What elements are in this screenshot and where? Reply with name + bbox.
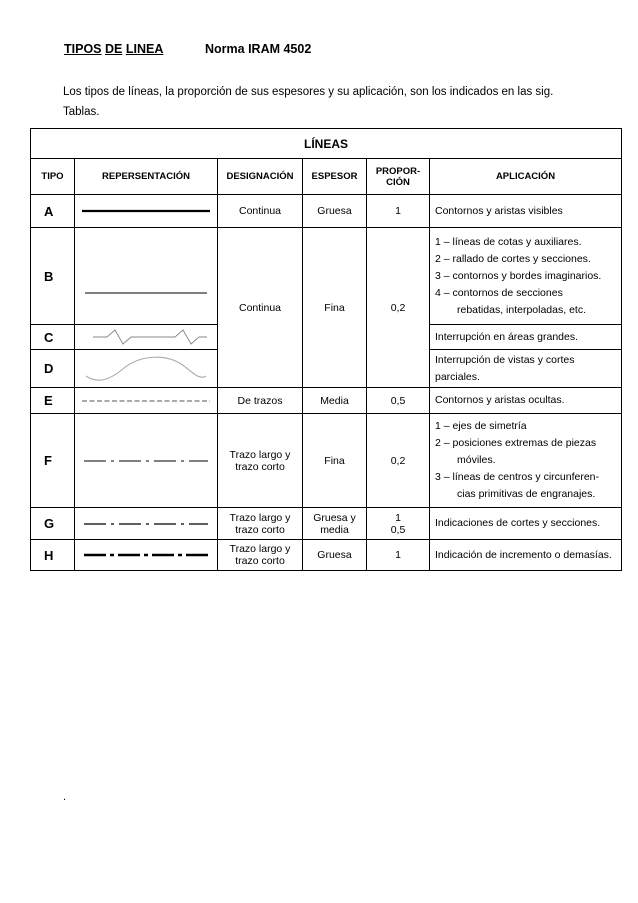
espesor-bcd: Fina [303,228,367,388]
header-norma: Norma IRAM 4502 [205,42,312,56]
lineas-table [30,128,622,571]
col-header-proporcion-line1: PROPOR- [375,165,421,177]
col-header-proporcion-line2: CIÓN [386,176,410,188]
aplicacion-c: Interrupción en áreas grandes. [430,325,622,350]
designacion-g-line-1: Trazo largo y [229,511,291,524]
aplicacion-b-item-2: 2 – rallado de cortes y secciones. [435,252,591,265]
designacion-f-line-2: trazo corto [235,460,285,473]
col-header-tipo: TIPO [31,159,75,195]
line-sample-b [75,228,218,325]
line-sample-e [75,388,218,414]
aplicacion-a: Contornos y aristas visibles [430,195,622,228]
table-row-a [31,195,622,228]
table-row-g [31,508,622,540]
proporcion-g [367,508,430,540]
table-row-b [31,228,622,325]
espesor-g-line-2: media [320,523,349,536]
col-header-aplicacion: APLICACIÓN [430,159,622,195]
tipo-d: D [31,350,75,388]
aplicacion-d [430,350,622,388]
espesor-f: Fina [303,414,367,508]
aplicacion-d-line-2: parciales. [435,370,480,383]
aplicacion-b-item-3: 3 – contornos y bordes imaginarios. [435,269,602,282]
aplicacion-f [430,414,622,508]
proporcion-g-line-2: 0,5 [390,523,406,536]
intro-line-2: Tablas. [63,106,100,118]
line-sample-c [75,325,218,350]
table-row-h [31,540,622,571]
footer-dot: . [63,791,67,803]
designacion-g-line-2: trazo corto [235,523,285,536]
aplicacion-f-item-3-cont: cias primitivas de engranajes. [457,488,596,500]
intro-line-1: Los tipos de líneas, la proporción de sus espesores y su aplicación, son los indicados en las sig. [63,86,554,98]
tipo-b: B [31,228,75,325]
designacion-h-line-2: trazo corto [235,555,285,567]
aplicacion-b-item-1: 1 – líneas de cotas y auxiliares. [435,235,582,248]
aplicacion-d-line-1: Interrupción de vistas y cortes [435,353,575,366]
proporcion-f: 0,2 [367,414,430,508]
proporcion-g-line-1: 1 [395,511,401,524]
proporcion-e: 0,5 [367,388,430,414]
table-row-f [31,414,622,508]
tipo-f: F [31,414,75,508]
designacion-g [218,508,303,540]
espesor-a: Gruesa [303,195,367,228]
line-sample-h [75,540,218,571]
designacion-a: Continua [218,195,303,228]
designacion-h [218,540,303,571]
proporcion-a: 1 [367,195,430,228]
designacion-f-line-1: Trazo largo y [229,448,291,461]
header-word-linea: LINEA [125,42,164,56]
line-sample-a [75,195,218,228]
col-header-proporcion [367,159,430,195]
table-title: LÍNEAS [31,129,622,159]
proporcion-bcd: 0,2 [367,228,430,388]
header-word-de: DE [105,42,123,56]
table-row-e [31,388,622,414]
proporcion-h: 1 [367,540,430,571]
aplicacion-b [430,228,622,325]
espesor-h: Gruesa [303,540,367,571]
line-sample-d [75,350,218,388]
aplicacion-f-item-1: 1 – ejes de simetría [435,420,527,432]
col-header-espesor: ESPESOR [303,159,367,195]
col-header-designacion: DESIGNACIÓN [218,159,303,195]
aplicacion-h: Indicación de incremento o demasías. [430,540,622,571]
aplicacion-f-item-2-cont: móviles. [457,454,496,466]
intro-paragraph [63,82,603,122]
page-header [64,42,312,56]
aplicacion-e: Contornos y aristas ocultas. [430,388,622,414]
aplicacion-g: Indicaciones de cortes y secciones. [430,508,622,540]
designacion-f [218,414,303,508]
designacion-bcd: Continua [218,228,303,388]
aplicacion-f-item-2: 2 – posiciones extremas de piezas [435,437,597,449]
tipo-a: A [31,195,75,228]
line-sample-f [75,414,218,508]
espesor-e: Media [303,388,367,414]
line-sample-g [75,508,218,540]
espesor-g-line-1: Gruesa y [313,511,356,524]
header-word-tipos: TIPOS [64,42,102,56]
aplicacion-b-item-4-cont: rebatidas, interpoladas, etc. [457,303,586,316]
espesor-g [303,508,367,540]
designacion-h-line-1: Trazo largo y [229,543,291,555]
col-header-representacion: REPERSENTACIÓN [75,159,218,195]
tipo-c: C [31,325,75,350]
tipo-h: H [31,540,75,571]
designacion-e: De trazos [218,388,303,414]
tipo-g: G [31,508,75,540]
aplicacion-b-item-4: 4 – contornos de secciones [435,286,563,299]
tipo-e: E [31,388,75,414]
aplicacion-f-item-3: 3 – líneas de centros y circunferen- [435,471,600,483]
